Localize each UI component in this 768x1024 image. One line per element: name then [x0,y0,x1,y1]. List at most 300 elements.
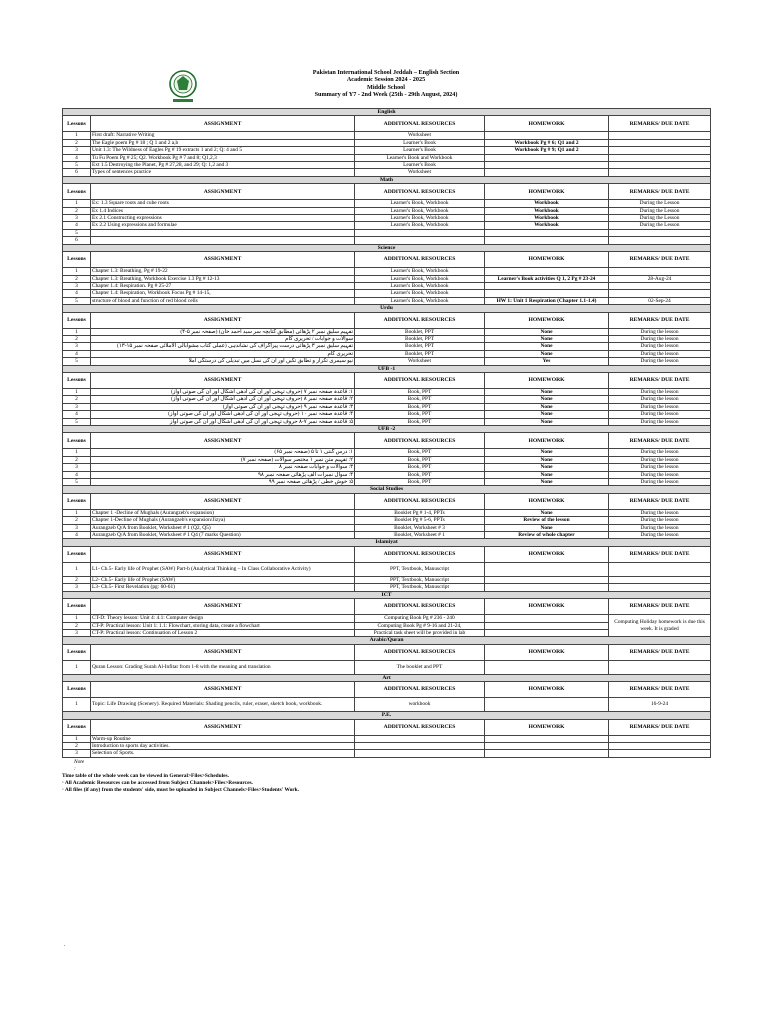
table-row [63,479,711,486]
table-row [63,411,711,418]
resource-cell: Worksheet [355,132,485,139]
col-header-homework: HOMEWORK [485,682,609,698]
lesson-number: 2 [63,742,91,749]
due-date-cell [609,268,711,275]
due-date-cell [609,154,711,161]
lesson-number: 2 [63,517,91,524]
homework-cell: None [485,350,609,357]
lesson-number: 3 [63,584,91,591]
col-header-assignment: ASSIGNMENT [91,372,355,388]
assignment-cell: Chapter 1-Decline of Mughals (Aurangzeb's expansion/Jizya) [91,517,355,524]
table-row [63,660,711,674]
table-row [63,742,711,749]
lesson-number: 3 [63,524,91,531]
due-date-cell: During the lesson [609,418,711,425]
assignment-cell: سوالات و جوابات / تحریری کام [91,335,355,342]
assignment-cell: L3- Ch.5- First Revelation (pg: 60-61) [91,584,355,591]
note-uploads: · All files (if any) from the students' side, must be uploaded in Subject Channels>Files>Students' Work. [62,786,300,793]
assignment-cell: Quran Lesson: Grading Surah Al-Infitar from 1-8 with the meaning and translation [91,660,355,674]
homework-cell [485,562,609,576]
section-title-row [63,176,711,183]
col-header-homework: HOMEWORK [485,599,609,615]
homework-cell: Review of the lesson [485,517,609,524]
col-header-lessons: Lessons [63,546,91,562]
section-title: UFB -1 [63,365,711,372]
section-title: Islamiyat [63,539,711,546]
resource-cell: Booklet, PPT [355,343,485,350]
col-header-remarks: REMARKS/ DUE DATE [609,682,711,698]
resource-cell: Learner's Book, Workbook [355,268,485,275]
lesson-number: 4 [63,154,91,161]
col-header-homework: HOMEWORK [485,433,609,449]
lesson-number: 1 [63,660,91,674]
homework-cell [485,735,609,742]
homework-cell: None [485,456,609,463]
table-row [63,358,711,365]
resource-cell: Booklet, PPT [355,328,485,335]
table-row [63,207,711,214]
col-header-remarks: REMARKS/ DUE DATE [609,546,711,562]
table-row [63,562,711,576]
lesson-number: 2 [63,139,91,146]
col-header-assignment: ASSIGNMENT [91,546,355,562]
section-title-row [63,426,711,433]
lesson-number: 3 [63,147,91,154]
week-summary: Summary of Y7 - 2nd Week (25th - 29th August, 2024) [314,91,458,99]
assignment-cell: Chapter 1.4: Respiration. Pg # 25-27 [91,282,355,289]
col-header-homework: HOMEWORK [485,372,609,388]
resource-cell: Book, PPT [355,464,485,471]
column-header-row [63,546,711,562]
table-row [63,517,711,524]
table-row [63,615,711,622]
table-row [63,532,711,539]
table-row [63,418,711,425]
resource-cell: Booklet Pg # 1-4, PPTs [355,509,485,516]
lesson-number: 1 [63,735,91,742]
due-date-cell: During the lesson [609,411,711,418]
table-row [63,290,711,297]
assignment-cell: Warm-up Routine [91,735,355,742]
col-header-lessons: Lessons [63,252,91,268]
assignment-cell: First draft: Narrative Writing [91,132,355,139]
col-header-lessons: Lessons [63,682,91,698]
table-row [63,335,711,342]
section-title-row [63,109,711,116]
homework-cell: Yes [485,358,609,365]
col-header-remarks: REMARKS/ DUE DATE [609,312,711,328]
due-date-cell [609,562,711,576]
table-row [63,524,711,531]
resource-cell: Book, PPT [355,388,485,395]
section-title: Urdu [63,305,711,312]
col-header-resources: ADDITIONAL RESOURCES [355,433,485,449]
table-row [63,222,711,229]
due-date-cell: During the lesson [609,350,711,357]
homework-cell: None [485,403,609,410]
col-header-resources: ADDITIONAL RESOURCES [355,116,485,132]
due-date-cell: During the lesson [609,388,711,395]
assignment-cell: تفہیم سلیق نمبر ۲ پڑھائی (مطابق کتابچہ سر سید احمد خان) (صفحہ نمبر ۵-۴) [91,328,355,335]
homework-cell: None [485,418,609,425]
col-header-assignment: ASSIGNMENT [91,184,355,200]
homework-cell: Workbook Pg # 9; Q1 and 2 [485,147,609,154]
resource-cell [355,237,485,244]
lesson-number: 1 [63,132,91,139]
col-header-resources: ADDITIONAL RESOURCES [355,493,485,509]
column-header-row [63,372,711,388]
col-header-homework: HOMEWORK [485,184,609,200]
assignment-cell: Unit 1.3: The Wildness of Eagles Pg # 19 extracts 1 and 2; Q: 4 and 5 [91,147,355,154]
table-row [63,750,711,757]
lesson-number: 4 [63,532,91,539]
section-title: Arabic/Quran [63,637,711,644]
section-title: Math [63,176,711,183]
assignment-cell: The Eagle poem Pg # 18 ; Q 1 and 2 a,b [91,139,355,146]
col-header-lessons: Lessons [63,312,91,328]
due-date-cell: Computing Holiday homework is due this week. It is graded [609,615,711,637]
assignment-cell: ۴: قاعدہ صفحہ نمبر ۱۰ (حروف تہجی اور ان کی آدھی اشکال اور ان کی صوتی آواز) [91,411,355,418]
col-header-lessons: Lessons [63,433,91,449]
column-header-row [63,599,711,615]
academic-session: Academic Session 2024 - 2025 [346,76,426,84]
col-header-resources: ADDITIONAL RESOURCES [355,682,485,698]
lesson-number: 2 [63,622,91,629]
table-row [63,162,711,169]
due-date-cell: During the Lesson [609,200,711,207]
homework-cell: None [485,343,609,350]
resource-cell: Book, PPT [355,403,485,410]
col-header-remarks: REMARKS/ DUE DATE [609,184,711,200]
column-header-row [63,682,711,698]
lesson-number: 6 [63,169,91,176]
homework-cell: None [485,479,609,486]
table-row [63,297,711,304]
table-row [63,471,711,478]
due-date-cell: During the lesson [609,524,711,531]
col-header-remarks: REMARKS/ DUE DATE [609,644,711,660]
col-header-resources: ADDITIONAL RESOURCES [355,184,485,200]
col-header-remarks: REMARKS/ DUE DATE [609,433,711,449]
assignment-cell: CT-D: Theory lesson: Unit 4: 4.1: Computer design [91,615,355,622]
resource-cell: Book, PPT [355,456,485,463]
section-title-row [63,365,711,372]
lesson-number: 2 [63,275,91,282]
lesson-number: 3 [63,282,91,289]
table-row [63,343,711,350]
assignment-cell: L1- Ch.5- Early life of Prophet (SAW) Part-b (Analytical Thinking – In Class Collaborative Activity) [91,562,355,576]
resource-cell: Learner's Book, Workbook [355,290,485,297]
assignment-cell: CT-P: Practical lesson: Unit 1: 1.1: Flowchart, storing data, create a flowchart [91,622,355,629]
table-row [63,268,711,275]
schedule-sheet [62,68,710,794]
assignment-cell: ۵: قاعدہ صفحہ نمبر ۷-۸ حروف تہجی اور ان کی آدھی اشکال اور ان کی صوتی آواز [91,418,355,425]
resource-cell: Book, PPT [355,418,485,425]
homework-cell [485,660,609,674]
resource-cell [355,229,485,236]
due-date-cell: During the Lesson [609,222,711,229]
assignment-cell: Aurangzeb Q/A from Booklet, Worksheet # 1 (Q2, Q5) [91,524,355,531]
lesson-number: 1 [63,698,91,712]
col-header-homework: HOMEWORK [485,252,609,268]
resource-cell: Learner's Book, Workbook [355,282,485,289]
due-date-cell: During the lesson [609,403,711,410]
homework-cell: Review of whole chapter [485,532,609,539]
lesson-number: 5 [63,479,91,486]
resource-cell: PPT, Textbook, Manuscript [355,576,485,583]
homework-cell: Workbook [485,200,609,207]
assignment-cell: structure of blood and function of red blood cells [91,297,355,304]
assignment-cell: L2- Ch.5- Early life of Prophet (SAW) [91,576,355,583]
homework-cell: Workbook Pg # 6; Q1 and 2 [485,139,609,146]
assignment-cell: Ex 2.2 Using expressions and formulae [91,222,355,229]
due-date-cell [609,132,711,139]
column-header-row [63,312,711,328]
col-header-homework: HOMEWORK [485,546,609,562]
lesson-number: 5 [63,418,91,425]
homework-cell [485,576,609,583]
table-row [63,584,711,591]
lesson-number: 1 [63,562,91,576]
resource-cell: workbook [355,698,485,712]
resource-cell: Learner's Book, Workbook [355,200,485,207]
section-title: English [63,109,711,116]
homework-cell [485,169,609,176]
resource-cell: Book, PPT [355,479,485,486]
due-date-cell: During the Lesson [609,215,711,222]
resource-cell [355,750,485,757]
table-row [63,282,711,289]
table-row [63,735,711,742]
column-header-row [63,644,711,660]
lesson-number: 6 [63,237,91,244]
homework-cell [485,229,609,236]
due-date-cell [609,229,711,236]
col-header-assignment: ASSIGNMENT [91,312,355,328]
lesson-number: 4 [63,350,91,357]
due-date-cell [609,139,711,146]
homework-cell [485,290,609,297]
table-row [63,350,711,357]
resource-cell: The booklet and PPT [355,660,485,674]
col-header-assignment: ASSIGNMENT [91,252,355,268]
homework-cell: None [485,449,609,456]
lesson-number: 4 [63,222,91,229]
assignment-cell [91,237,355,244]
lesson-number: 1 [63,615,91,622]
resource-cell: Worksheet [355,169,485,176]
homework-cell [485,237,609,244]
homework-cell: None [485,471,609,478]
resource-cell: Computing Book Pg # 9-16 and 21-24, [355,622,485,629]
col-header-lessons: Lessons [63,184,91,200]
resource-cell: Learner's Book [355,139,485,146]
due-date-cell: During the lesson [609,509,711,516]
col-header-homework: HOMEWORK [485,493,609,509]
section-title: Art [63,674,711,681]
lesson-number: 1 [63,200,91,207]
document-header [62,68,710,108]
resource-cell: Booklet, Worksheet # 3 [355,524,485,531]
col-header-homework: HOMEWORK [485,116,609,132]
due-date-cell [609,735,711,742]
resource-cell [355,742,485,749]
note-mark: : [74,765,76,772]
resource-cell: Booklet, Worksheet # 1 [355,532,485,539]
school-level: Middle School [367,83,405,91]
lesson-number: 2 [63,207,91,214]
col-header-lessons: Lessons [63,644,91,660]
assignment-cell: Chapter 1.3: Breathing, Workbook Exercise 1.3 Pg # 12-13 [91,275,355,282]
col-header-resources: ADDITIONAL RESOURCES [355,546,485,562]
table-row [63,456,711,463]
due-date-cell: During the lesson [609,396,711,403]
col-header-lessons: Lessons [63,599,91,615]
assignment-cell: Aurangzeb Q/A from Booklet, Worksheet # 1 Q4 (7 marks Question) [91,532,355,539]
assignment-cell: ۴: سوال نمبرات الف پڑھائی صفحہ نمبر ۹۸ [91,471,355,478]
lesson-number: 5 [63,229,91,236]
lesson-number: 4 [63,471,91,478]
lesson-number: 2 [63,456,91,463]
col-header-remarks: REMARKS/ DUE DATE [609,252,711,268]
note-label: Note [74,758,85,765]
col-header-resources: ADDITIONAL RESOURCES [355,644,485,660]
column-header-row [63,184,711,200]
assignment-cell: ۵: خوش خطی / پڑھائی صفحہ نمبر ۹۹ [91,479,355,486]
lesson-number: 5 [63,297,91,304]
lesson-number: 2 [63,576,91,583]
table-row [63,154,711,161]
table-row [63,132,711,139]
col-header-resources: ADDITIONAL RESOURCES [355,252,485,268]
assignment-cell: Ex 2.1 Constructing expressions [91,215,355,222]
assignment-cell: Selection of Sports. [91,750,355,757]
due-date-cell: During the lesson [609,335,711,342]
resource-cell: Practical task sheet will be provided in lab [355,629,485,636]
resource-cell: Book, PPT [355,411,485,418]
assignment-cell: Ext 1.5 Destroying the Planet, Pg # 27,28, and 29; Q: 1,2 and 3 [91,162,355,169]
homework-cell: None [485,328,609,335]
school-name: Pakistan International School Jeddah – English Section [312,69,460,76]
resource-cell: Learner's Book, Workbook [355,297,485,304]
due-date-cell: During the lesson [609,343,711,350]
table-row [63,275,711,282]
column-header-row [63,719,711,735]
assignment-cell: ۱: قاعدہ صفحہ نمبر ۷ (حروف تہجی اور ان کی آدھی اشکال اور ان کی صوتی آواز) [91,388,355,395]
lesson-number: 1 [63,328,91,335]
col-header-lessons: Lessons [63,493,91,509]
section-title: UFB -2 [63,426,711,433]
column-header-row [63,252,711,268]
due-date-cell: During the lesson [609,449,711,456]
homework-cell: None [485,335,609,342]
homework-cell: None [485,464,609,471]
table-row [63,215,711,222]
homework-cell: Learner's Book activities Q 1, 2 Pg # 23-24 [485,275,609,282]
resource-cell: Book, PPT [355,396,485,403]
resource-cell [355,735,485,742]
col-header-assignment: ASSIGNMENT [91,644,355,660]
column-header-row [63,433,711,449]
resource-cell: Booklet Pg # 5-6, PPTs [355,517,485,524]
section-title: ICT [63,591,711,598]
section-title: Science [63,244,711,251]
table-row [63,464,711,471]
lesson-number: 3 [63,215,91,222]
homework-cell [485,750,609,757]
section-title: Social Studies [63,486,711,493]
lesson-number: 5 [63,358,91,365]
due-date-cell: During the lesson [609,358,711,365]
resource-cell: Learner's Book, Workbook [355,207,485,214]
col-header-resources: ADDITIONAL RESOURCES [355,719,485,735]
assignment-cell: CT-P: Practical lesson: Continuation of Lesson 2 [91,629,355,636]
assignment-cell: Types of sentences practice [91,169,355,176]
col-header-assignment: ASSIGNMENT [91,682,355,698]
homework-cell: Workbook [485,207,609,214]
lesson-number: 4 [63,411,91,418]
col-header-assignment: ASSIGNMENT [91,719,355,735]
lesson-number: 1 [63,268,91,275]
table-row [63,396,711,403]
note-timetable: Time table of the whole week can be viewed in General>Files>Schedules. [62,772,230,779]
lesson-number: 2 [63,396,91,403]
lesson-number: 4 [63,290,91,297]
table-row [63,169,711,176]
resource-cell: PPT, Textbook, Manuscript [355,584,485,591]
due-date-cell [609,282,711,289]
col-header-resources: ADDITIONAL RESOURCES [355,599,485,615]
due-date-cell [609,750,711,757]
section-title-row [63,486,711,493]
due-date-cell [609,742,711,749]
homework-cell [485,615,609,622]
col-header-resources: ADDITIONAL RESOURCES [355,372,485,388]
lesson-number: 5 [63,162,91,169]
col-header-homework: HOMEWORK [485,719,609,735]
col-header-remarks: REMARKS/ DUE DATE [609,116,711,132]
table-row [63,576,711,583]
table-row [63,509,711,516]
due-date-cell [609,147,711,154]
due-date-cell: During the lesson [609,456,711,463]
col-header-remarks: REMARKS/ DUE DATE [609,493,711,509]
table-row [63,328,711,335]
assignment-cell: ۳: سوالات و جوابات صفحہ نمبر ۸ [91,464,355,471]
col-header-assignment: ASSIGNMENT [91,599,355,615]
resource-cell: Learner's Book [355,147,485,154]
assignment-cell: Chapter 1.3: Breathing, Pg # 19-22 [91,268,355,275]
table-row [63,147,711,154]
resource-cell: Learner's Book, Workbook [355,215,485,222]
due-date-cell: During the lesson [609,471,711,478]
homework-cell: None [485,411,609,418]
resource-cell: Learner's Book and Workbook [355,154,485,161]
column-header-row [63,116,711,132]
homework-cell: None [485,524,609,531]
column-header-row [63,493,711,509]
due-date-cell [609,584,711,591]
homework-cell: None [485,509,609,516]
homework-cell: None [485,396,609,403]
table-row [63,449,711,456]
resource-cell: Learner's Book [355,162,485,169]
col-header-remarks: REMARKS/ DUE DATE [609,372,711,388]
table-row [63,698,711,712]
homework-cell [485,282,609,289]
homework-cell [485,132,609,139]
homework-cell [485,622,609,629]
